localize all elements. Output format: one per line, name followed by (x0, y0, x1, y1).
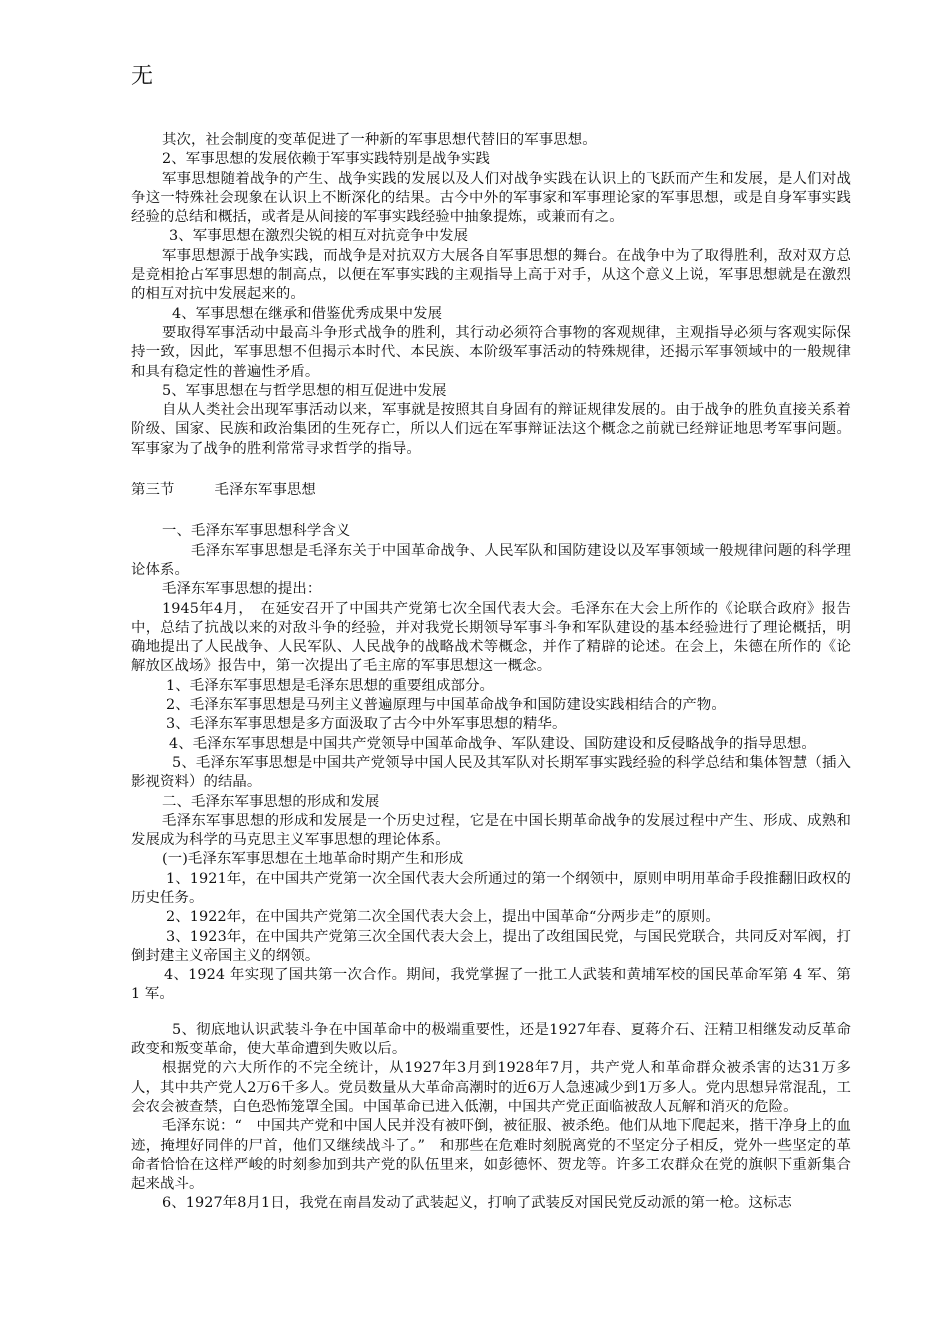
subheading: (一)毛泽东军事思想在土地革命时期产生和形成 (162, 851, 464, 868)
paragraph: 要取得军事活动中最高斗争形式战争的胜利，其行动必须符合事物的客观规律，主观指导必须与客观实际保持一致，因此，军事思想不但揭示本时代、本民族、本阶级军事活动的特殊规律，还揭示军事领域中的一般规律和具有稳定性的普遍性矛盾。 (131, 324, 851, 380)
paragraph: 毛泽东说：“ 中国共产党和中国人民并没有被吓倒，被征服、被杀绝。他们从地下爬起来，揩干净身上的血迹，掩埋好同伴的尸首，他们又继续战斗了。” 和那些在危难时刻脱离党的不坚定分子相反，党外一些坚定的革命者恰恰在这样严峻的时刻参加到共产党的队伍里来，如彭德怀、贺龙等。许多工农群众在党的旗帜下重新集合起来战斗。 (131, 1118, 851, 1193)
section-number: 第三节 (131, 482, 175, 499)
list-item: 5、彻底地认识武装斗争在中国革命中的极端重要性，还是1927年春、夏蒋介石、汪精卫相继发动反革命政变和叛变革命，使大革命遭到失败以后。 (131, 1021, 851, 1058)
list-item: 2、1922年，在中国共产党第二次全国代表大会上，提出中国革命“分两步走”的原则。 (166, 909, 720, 926)
section-heading (131, 481, 851, 500)
list-item: 4、毛泽东军事思想是中国共产党领导中国革命战争、军队建设、国防建设和反侵略战争的指导思想。 (169, 735, 816, 752)
paragraph: 毛泽东军事思想的提出： (162, 581, 322, 598)
subheading: 3、军事思想在激烈尖锐的相互对抗竞争中发展 (169, 228, 469, 245)
subheading: 二、毛泽东军事思想的形成和发展 (162, 793, 380, 810)
list-item: 5、毛泽东军事思想是中国共产党领导中国人民及其军队对长期军事实践经验的科学总结和集体智慧（插入影视资料）的结晶。 (131, 754, 851, 791)
subheading: 5、军事思想在与哲学思想的相互促进中发展 (162, 382, 447, 399)
page-header-mark: 无 (131, 64, 154, 89)
paragraph: 军事思想源于战争实践，而战争是对抗双方大展各自军事思想的舞台。在战争中为了取得胜利，敌对双方总是竞相抢占军事思想的制高点，以便在军事实践的主观指导上高于对手，从这个意义上说，军事思想就是在激烈的相互对抗中发展起来的。 (131, 247, 851, 303)
list-item: 3、1923年，在中国共产党第三次全国代表大会上，提出了改组国民党，与国民党联合，共同反对军阀，打倒封建主义帝国主义的纲领。 (131, 928, 851, 964)
subheading: 一、毛泽东军事思想科学含义 (162, 523, 351, 540)
spacer (131, 459, 851, 481)
section-title: 毛泽东军事思想 (214, 482, 316, 499)
paragraph: 根据党的六大所作的不完全统计，从1927年3月到1928年7月，共产党人和革命群众被杀害的达31万多人，其中共产党人2万6千多人。党员数量从大革命高潮时的近6万人急速减少到1万多人。党内思想异常混乱，工会农会被查禁，白色恐怖笼罩全国。中国革命已进入低潮，中国共产党正面临被敌人瓦解和消灭的危险。 (131, 1060, 851, 1115)
paragraph: 自从人类社会出现军事活动以来，军事就是按照其自身固有的辩证规律发展的。由于战争的胜负直接关系着阶级、国家、民族和政治集团的生死存亡，所以人们远在军事辩证法这个概念之前就已经辩证地思考军事问题。军事家为了战争的胜利常常寻求哲学的指导。 (131, 402, 851, 457)
paragraph: 军事思想随着战争的产生、战争实践的发展以及人们对战争实践在认识上的飞跃而产生和发展，是人们对战争这一特殊社会现象在认识上不断深化的结果。古今中外的军事家和军事理论家的军事思想，或是自身军事实践经验的总结和概括，或者是从间接的军事实践经验中抽象提炼，或兼而有之。 (131, 170, 851, 226)
paragraph: 1945年4月， 在延安召开了中国共产党第七次全国代表大会。毛泽东在大会上所作的《论联合政府》报告中，总结了抗战以来的对敌斗争的经验，并对我党长期领导军事斗争和军队建设的基本经验进行了理论概括，明确地提出了人民战争、人民军队、人民战争的战略战术等概念，并作了精辟的论述。在会上，朱德在所作的《论解放区战场》报告中，第一次提出了毛主席的军事思想这一概念。 (131, 600, 851, 675)
list-item: 2、毛泽东军事思想是马列主义普遍原理与中国革命战争和国防建设实践相结合的产物。 (166, 697, 726, 714)
spacer (131, 1005, 851, 1021)
subheading: 2、军事思想的发展依赖于军事实践特别是战争实践 (162, 151, 491, 168)
list-item: 4、1924 年实现了国共第一次合作。期间，我党掌握了一批工人武装和黄埔军校的国民革命军第 4 军、第 1 军。 (131, 967, 851, 1003)
list-item: 1、1921年，在中国共产党第一次全国代表大会所通过的第一个纲领中，原则申明用革命手段推翻旧政权的历史任务。 (131, 870, 851, 906)
paragraph: 其次，社会制度的变革促进了一种新的军事思想代替旧的军事思想。 (162, 132, 597, 148)
list-item: 1、毛泽东军事思想是毛泽东思想的重要组成部分。 (166, 677, 495, 694)
list-item: 3、毛泽东军事思想是多方面汲取了古今中外军事思想的精华。 (166, 716, 567, 733)
subheading: 4、军事思想在继承和借鉴优秀成果中发展 (172, 305, 443, 322)
document-body (131, 131, 851, 1214)
paragraph: 毛泽东军事思想的形成和发展是一个历史过程，它是在中国长期革命战争的发展过程中产生、形成、成熟和发展成为科学的马克思主义军事思想的理论体系。 (131, 812, 851, 849)
paragraph: 毛泽东军事思想是毛泽东关于中国革命战争、人民军队和国防建设以及军事领域一般规律问题的科学理论体系。 (131, 542, 851, 578)
list-item: 6、1927年8月1日，我党在南昌发动了武装起义，打响了武装反对国民党反动派的第一枪。这标志 (162, 1195, 792, 1212)
spacer (131, 500, 851, 522)
